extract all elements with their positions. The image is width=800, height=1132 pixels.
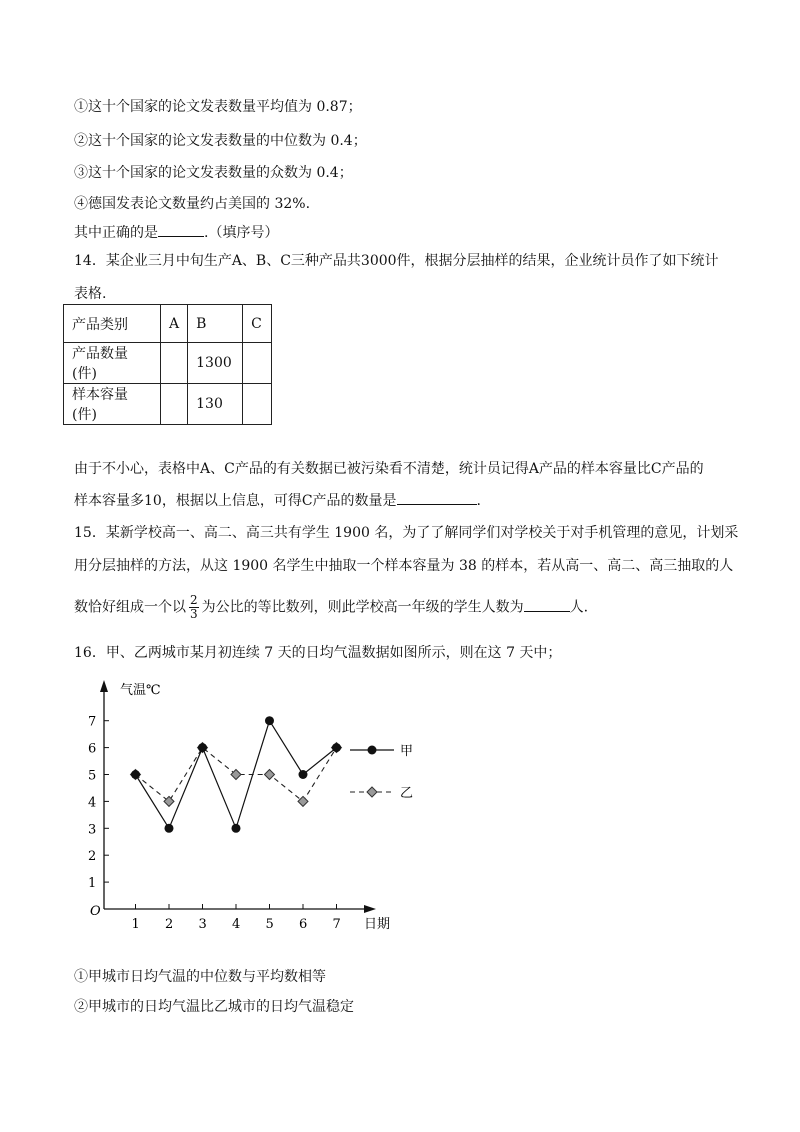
- table-cell: 130: [188, 384, 243, 425]
- legend-label-yi: 乙: [400, 786, 414, 801]
- fraction-denominator: 3: [190, 607, 198, 621]
- series-point-yi: [264, 770, 274, 780]
- x-tick-label: 2: [164, 917, 174, 932]
- q13-answer-blank: [158, 222, 204, 237]
- q14-after-line-2: [74, 490, 481, 510]
- y-axis-arrow: [100, 680, 108, 692]
- x-tick-label: 1: [131, 917, 140, 932]
- series-point-jia: [265, 716, 274, 725]
- table-cell: C: [243, 305, 272, 343]
- q15-text-line-1: 15．某新学校高一、高二、高三共有学生 1900 名，为了了解同学们对学校关于对手机管理的意见，计划采: [74, 525, 739, 541]
- q16-statement-2: ②甲城市的日均气温比乙城市的日均气温稳定: [74, 999, 354, 1015]
- y-tick-label: 5: [88, 768, 97, 784]
- x-tick-label: 3: [198, 917, 207, 932]
- table-cell: 产品数量(件): [64, 343, 161, 384]
- x-tick-label: 6: [298, 917, 308, 932]
- y-tick-label: 6: [88, 741, 97, 757]
- legend-label-jia: 甲: [400, 744, 414, 759]
- y-tick-label: 3: [88, 822, 97, 838]
- fraction-numerator: 2: [190, 593, 198, 607]
- q13-statement-1: ①这十个国家的论文发表数量平均值为 0.87；: [74, 99, 362, 115]
- q13-question: [74, 222, 278, 242]
- q14-after-pre: 样本容量多10，根据以上信息，可得C产品的数量是: [74, 493, 397, 509]
- x-axis-arrow: [364, 905, 376, 913]
- table-cell: [161, 343, 188, 384]
- q13-statement-3: ③这十个国家的论文发表数量的众数为 0.4；: [74, 165, 353, 181]
- y-tick-label: 2: [88, 849, 97, 865]
- y-tick-label: 1: [88, 876, 97, 892]
- series-point-jia: [131, 770, 140, 779]
- q16-statement-1: ①甲城市日均气温的中位数与平均数相等: [74, 969, 326, 985]
- table-cell: [243, 343, 272, 384]
- q15-line3-post: 人.: [569, 599, 589, 616]
- q15-text-line-2: 用分层抽样的方法，从这 1900 名学生中抽取一个样本容量为 38 的样本，若从高一、高二、高三抽取的人: [74, 558, 734, 574]
- q13-question-post: .（填序号）: [204, 225, 279, 241]
- q13-statement-2: ②这十个国家的论文发表数量的中位数为 0.4；: [74, 133, 367, 149]
- q13-statement-4: ④德国发表论文数量约占美国的 32%.: [74, 196, 311, 212]
- series-point-jia: [231, 824, 240, 833]
- table-row: [64, 384, 272, 425]
- q15-line3-mid: 为公比的等比数列，则此学校高一年级的学生人数为: [201, 599, 524, 616]
- q15-answer-blank: [524, 597, 570, 612]
- origin-label: O: [90, 904, 101, 919]
- table-row: [64, 343, 272, 384]
- table-row: [64, 305, 272, 343]
- series-point-jia: [332, 743, 341, 752]
- q14-text-line-1: 14．某企业三月中旬生产A、B、C三种产品共3000件，根据分层抽样的结果，企业统计员作了如下统计: [74, 253, 719, 269]
- x-tick-label: 7: [332, 917, 341, 932]
- table-cell: A: [161, 305, 188, 343]
- x-tick-label: 5: [265, 917, 274, 932]
- table-cell: 样本容量(件): [64, 384, 161, 425]
- q15-text-line-3: [74, 594, 588, 621]
- table-cell: 1300: [188, 343, 243, 384]
- x-tick-label: 4: [231, 917, 241, 932]
- q13-question-pre: 其中正确的是: [74, 225, 158, 241]
- q15-fraction: [189, 594, 199, 621]
- series-point-jia: [198, 743, 207, 752]
- y-axis-label: 气温℃: [120, 683, 161, 698]
- table-cell: B: [188, 305, 243, 343]
- temperature-line-chart: [70, 672, 430, 932]
- q16-intro: 16．甲、乙两城市某月初连续 7 天的日均气温数据如图所示，则在这 7 天中；: [74, 645, 562, 661]
- q14-after-line-1: 由于不小心，表格中A、C产品的有关数据已被污染看不清楚，统计员记得A产品的样本容量比C产品的: [74, 461, 704, 477]
- y-tick-label: 7: [88, 714, 97, 730]
- legend-marker-yi: [367, 787, 377, 797]
- legend-marker-jia: [368, 746, 377, 755]
- q15-line3-pre: 数恰好组成一个以: [74, 599, 186, 616]
- q14-after-post: .: [476, 493, 481, 509]
- series-point-jia: [298, 770, 307, 779]
- q14-stat-table: [63, 304, 272, 425]
- series-point-jia: [164, 824, 173, 833]
- q14-answer-blank: [397, 490, 477, 505]
- y-tick-label: 4: [88, 795, 97, 811]
- table-cell: [161, 384, 188, 425]
- table-cell: 产品类别: [64, 305, 161, 343]
- q14-text-line-2: 表格.: [74, 286, 107, 302]
- table-cell: [243, 384, 272, 425]
- x-axis-label: 日期: [364, 917, 391, 932]
